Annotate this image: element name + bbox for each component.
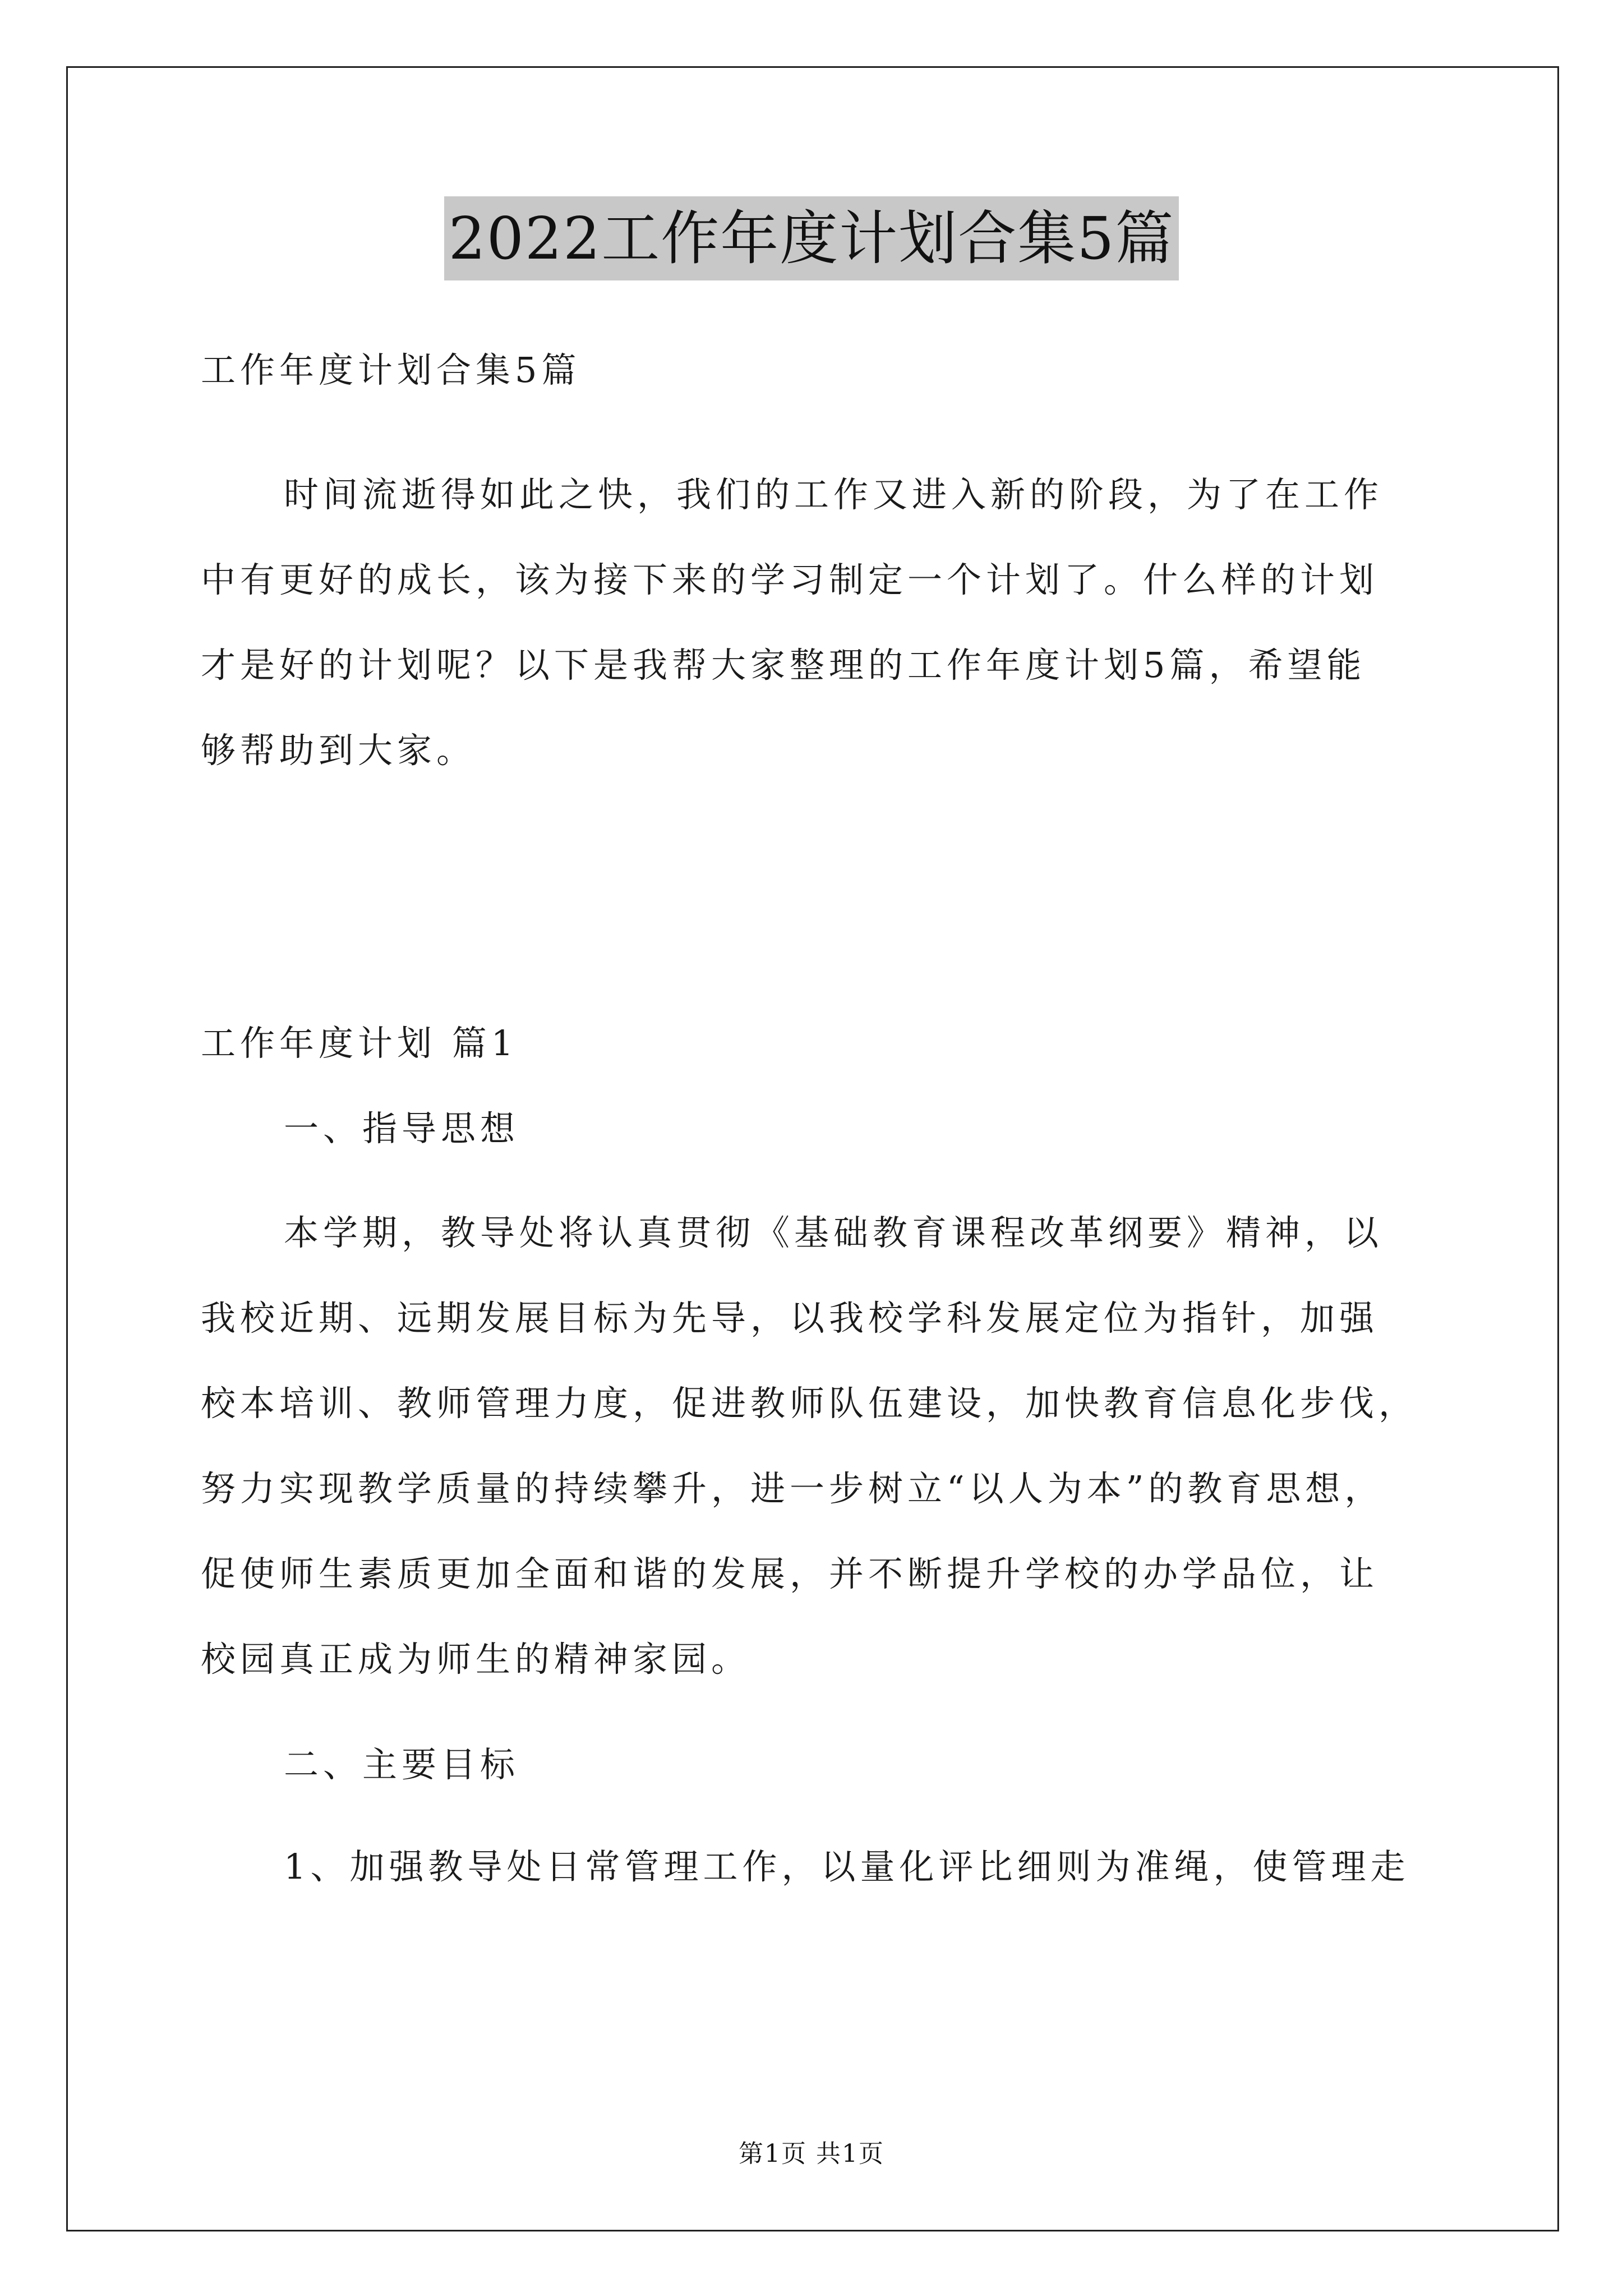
para-1-line-1: 本学期，教导处将认真贯彻《基础教育课程改革纲要》精神，以 xyxy=(284,1212,1384,1253)
heading-main-goals: 二、主要目标 xyxy=(284,1744,520,1785)
para-1-line-6: 校园真正成为师生的精神家园。 xyxy=(201,1639,751,1680)
para-1-line-4: 努力实现教学质量的持续攀升，进一步树立“以人为本”的教育思想， xyxy=(201,1468,1384,1509)
para-1-line-2: 我校近期、远期发展目标为先导，以我校学科发展定位为指针，加强 xyxy=(201,1297,1379,1338)
section-heading: 工作年度计划 篇1 xyxy=(201,1023,518,1064)
document-title: 2022工作年度计划合集5篇 xyxy=(444,196,1179,280)
goal-item-1: 1、加强教导处日常管理工作，以量化评比细则为准绳，使管理走 xyxy=(284,1846,1410,1887)
intro-line-4: 够帮助到大家。 xyxy=(201,730,476,771)
para-1-line-3: 校本培训、教师管理力度，促进教师队伍建设，加快教育信息化步伐， xyxy=(201,1383,1418,1424)
page-footer: 第1页 共1页 xyxy=(739,2139,884,2168)
title-container xyxy=(0,196,1623,280)
intro-line-3: 才是好的计划呢？以下是我帮大家整理的工作年度计划5篇，希望能 xyxy=(201,645,1366,685)
subtitle: 工作年度计划合集5篇 xyxy=(201,349,581,390)
intro-line-1: 时间流逝得如此之快，我们的工作又进入新的阶段，为了在工作 xyxy=(284,474,1384,515)
intro-line-2: 中有更好的成长，该为接下来的学习制定一个计划了。什么样的计划 xyxy=(201,559,1379,600)
heading-guiding-ideology: 一、指导思想 xyxy=(284,1108,520,1149)
para-1-line-5: 促使师生素质更加全面和谐的发展，并不断提升学校的办学品位，让 xyxy=(201,1553,1379,1594)
